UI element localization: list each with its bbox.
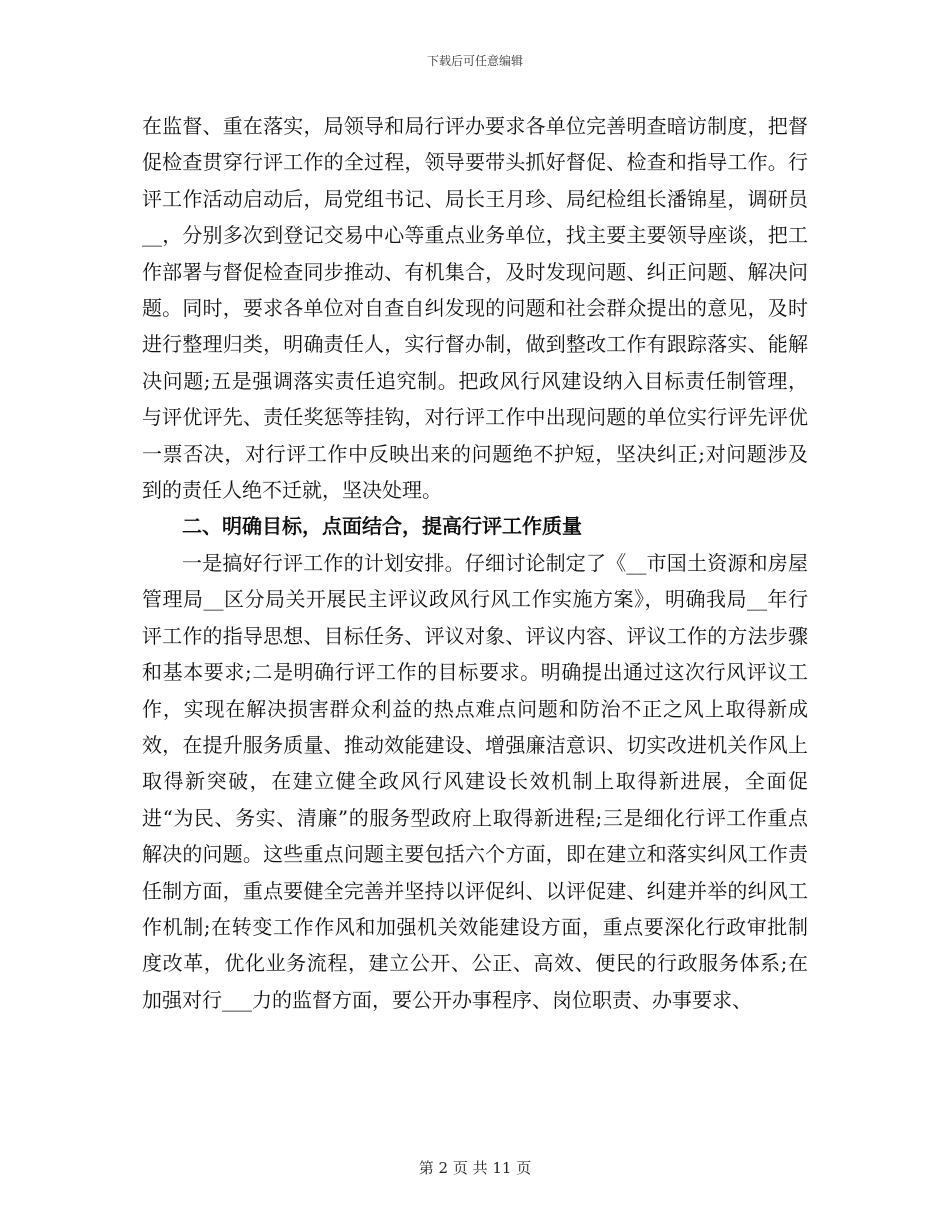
document-body bbox=[142, 108, 808, 1018]
page-number: 第 2 页 共 11 页 bbox=[418, 1159, 532, 1177]
body-paragraph: 在监督、重在落实，局领导和局行评办要求各单位完善明查暗访制度，把督促检查贯穿行评工作的全过程，领导要带头抓好督促、检查和指导工作。行评工作活动启动后，局党组书记、局长王月珍、局纪检组长潘锦星，调研员__，分别多次到登记交易中心等重点业务单位，找主要主要领导座谈，把工作部署与督促检查同步推动、有机集合，及时发现问题、纠正问题、解决问题。同时，要求各单位对自查自纠发现的问题和社会群众提出的意见，及时进行整理归类，明确责任人，实行督办制，做到整改工作有跟踪落实、能解决问题;五是强调落实责任追究制。把政风行风建设纳入目标责任制管理，与评优评先、责任奖惩等挂钩，对行评工作中出现问题的单位实行评先评优一票否决，对行评工作中反映出来的问题绝不护短，坚决纠正;对问题涉及到的责任人绝不迁就，坚决处理。 bbox=[142, 114, 808, 503]
page-header-note: 下载后可任意编辑 bbox=[426, 54, 523, 68]
section-heading: 二、明确目标，点面结合，提高行评工作质量 bbox=[182, 514, 582, 539]
body-paragraph: 一是搞好行评工作的计划安排。仔细讨论制定了《__市国土资源和房屋管理局__区分局关开展民主评议政风行风工作实施方案》，明确我局__年行评工作的指导思想、目标任务、评议对象、评议内容、评议工作的方法步骤和基本要求;二是明确行评工作的目标要求。明确提出通过这次行风评议工作，实现在解决损害群众利益的热点难点问题和防治不正之风上取得新成效，在提升服务质量、推动效能建设、增强廉洁意识、切实改进机关作风上取得新突破，在建立健全政风行风建设长效机制上取得新进展，全面促进“为民、务实、清廉”的服务型政府上取得新进程;三是细化行评工作重点解决的问题。这些重点问题主要包括六个方面，即在建立和落实纠风工作责任制方面，重点要健全完善并坚持以评促纠、以评促建、纠建并举的纠风工作机制;在转变工作作风和加强机关效能建设方面，重点要深化行政审批制度改革，优化业务流程，建立公开、公正、高效、便民的行政服务体系;在加强对行___力的监督方面，要公开办事程序、岗位职责、办事要求、 bbox=[142, 550, 808, 1012]
